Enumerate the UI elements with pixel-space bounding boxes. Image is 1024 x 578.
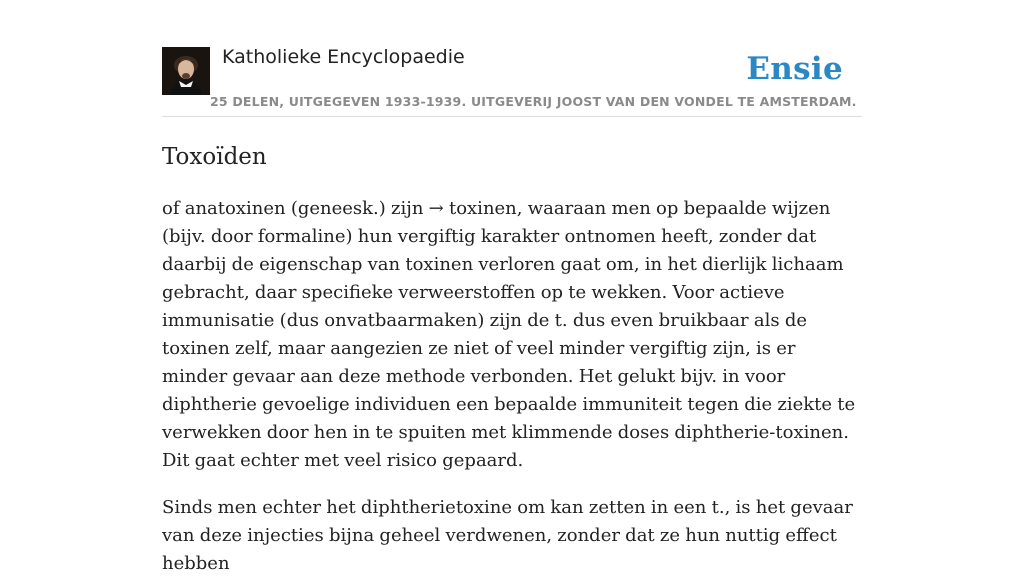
page xyxy=(162,0,862,574)
source-header xyxy=(162,0,862,117)
source-avatar-icon[interactable] xyxy=(162,47,210,95)
article-title: Toxoïden xyxy=(162,144,267,170)
ensie-logo-link[interactable]: Ensie xyxy=(746,51,843,87)
portrait-icon xyxy=(162,47,210,95)
source-subtitle: 25 DELEN, UITGEGEVEN 1933-1939. UITGEVERIJ JOOST VAN DEN VONDEL TE AMSTERDAM. xyxy=(210,94,857,109)
source-title-link[interactable]: Katholieke Encyclopaedie xyxy=(222,46,465,68)
article-paragraph: Sinds men echter het diphtherietoxine om kan zetten in een t., is het gevaar van deze injecties bijna geheel verdwenen, zonder dat ze hun nuttig effect hebben xyxy=(162,497,853,574)
article xyxy=(162,143,862,578)
article-paragraph: of anatoxinen (geneesk.) zijn → toxinen, waaraan men op bepaalde wijzen (bijv. door formaline) hun vergiftig karakter ontnomen heeft, zonder dat daarbij de eigenschap van toxinen verloren gaat om, in het dierlijk lichaam gebracht, daar specifieke verweerstoffen op te wekken. Voor actieve immunisatie (dus onvatbaarmaken) zijn de t. dus even bruikbaar als de toxinen zelf, maar aangezien ze niet of veel minder vergiftig zijn, is er minder gevaar aan deze methode verbonden. Het gelukt bijv. in voor diphtherie gevoelige individuen een bepaalde immuniteit tegen die ziekte te verwekken door hen in te spuiten met klimmende doses diphtherie-toxinen. Dit gaat echter met veel risico gepaard. xyxy=(162,198,856,471)
